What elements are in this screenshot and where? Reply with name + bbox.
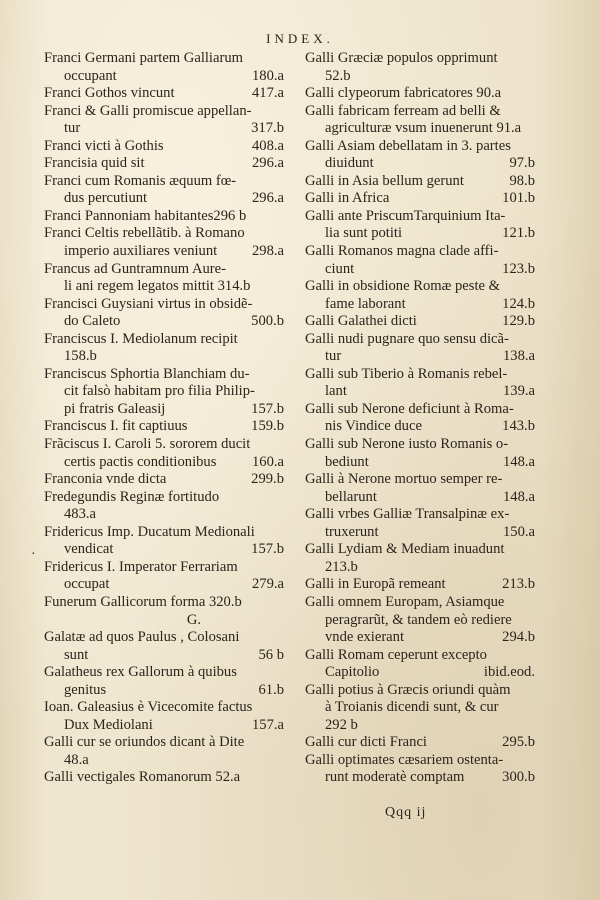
entry-text: Ioan. Galeasius è Vicecomite factus: [44, 699, 253, 716]
entry-text: Galli cur se oriundos dicant à Dite: [44, 734, 245, 751]
entry-text: 483.a: [64, 506, 97, 523]
entry-text: Galli Græciæ populos opprimunt: [305, 50, 498, 66]
page-reference: 143.b: [502, 418, 535, 435]
entry-text: li ani regem legatos mittit 314.b: [64, 278, 251, 295]
index-entry: [44, 50, 284, 85]
index-entry: [305, 436, 535, 471]
index-entry: [305, 682, 535, 735]
entry-text: Galli optimates cæsariem ostenta-: [305, 751, 504, 768]
index-entry: [44, 331, 284, 366]
entry-text: Galli vrbes Galliæ Transalpinæ ex-: [305, 506, 510, 523]
entry-text: 213.b: [325, 558, 358, 575]
index-entry: [44, 436, 284, 471]
entry-text: Galli Asiam debellatam in 3. partes: [305, 137, 511, 154]
page-reference: 148.a: [502, 453, 535, 470]
entry-text: Franci victi à Gothis: [44, 137, 164, 154]
entry-text: imperio auxiliares veniunt: [64, 243, 218, 260]
page-reference: 97.b: [509, 155, 535, 172]
page-reference: 317.b: [251, 120, 284, 137]
page-reference: 138.a: [502, 348, 535, 365]
page-reference: 56 b: [258, 646, 284, 663]
index-column-left: [44, 50, 284, 787]
index-column-right: [305, 50, 535, 787]
index-entry: [44, 366, 284, 419]
entry-text: Galli Romam ceperunt excepto: [305, 646, 487, 663]
entry-text: Fridericus I. Imperator Ferrariam: [44, 558, 238, 575]
entry-text: dus percutiunt: [64, 190, 148, 207]
page-reference: 299.b: [251, 471, 284, 488]
entry-text: Galli omnem Europam, Asiamque: [305, 593, 505, 610]
page-reference: 157.b: [251, 541, 284, 558]
entry-text: Galli Galathei dicti: [305, 313, 417, 330]
entry-text: occupant: [64, 67, 117, 84]
index-entry: [44, 594, 284, 612]
entry-text: diuidunt: [325, 155, 374, 172]
index-entry: [305, 103, 535, 138]
entry-text: Franci Gothos vincunt: [44, 85, 175, 102]
entry-text: Franciscus Sphortia Blanchiam du-: [44, 365, 250, 382]
index-entry: [305, 401, 535, 436]
entry-text: Franci Celtis rebellãtib. à Romano: [44, 225, 245, 242]
index-entry: [305, 278, 535, 313]
index-entry: [305, 506, 535, 541]
entry-text: fame laborant: [325, 295, 406, 312]
entry-text: Galli Lydiam & Mediam inuadunt: [305, 541, 505, 558]
entry-text: nis Vindice duce: [325, 418, 422, 435]
index-entry: [305, 331, 535, 366]
index-entry: [305, 576, 535, 594]
entry-text: Franci cum Romanis æquum fœ-: [44, 172, 237, 189]
index-entry: [44, 208, 284, 226]
index-entry: [305, 541, 535, 576]
index-entry: [44, 225, 284, 260]
index-entry: [44, 629, 284, 664]
index-entry: [305, 752, 535, 787]
page-reference: 123.b: [502, 260, 535, 277]
index-entry: [305, 208, 535, 243]
entry-text: bediunt: [325, 453, 369, 470]
index-entry: [44, 769, 284, 787]
entry-text: occupat: [64, 576, 110, 593]
entry-text: Franciscus I. Mediolanum recipit: [44, 330, 238, 347]
entry-text: Galli sub Nerone iusto Romanis o-: [305, 436, 509, 453]
page-reference: 294.b: [502, 629, 535, 646]
page-reference: 296.a: [251, 155, 284, 172]
signature-mark: Qqq ij: [385, 805, 427, 820]
entry-text: Galli sub Tiberio à Romanis rebel-: [305, 365, 508, 382]
page-reference: 408.a: [251, 137, 284, 154]
index-entry: [44, 296, 284, 331]
page-reference: ibid.eod.: [483, 664, 535, 681]
entry-text: genitus: [64, 681, 107, 698]
entry-text: certis pactis conditionibus: [64, 453, 217, 470]
page-reference: 295.b: [502, 734, 535, 751]
entry-text: pi fratris Galeasij: [64, 400, 166, 417]
page-reference: 150.a: [502, 523, 535, 540]
index-entry: [44, 664, 284, 699]
index-entry: [305, 173, 535, 191]
page-reference: 279.a: [251, 576, 284, 593]
index-entry: [44, 559, 284, 594]
entry-text: tur: [325, 348, 342, 365]
index-entry: [305, 50, 535, 85]
page-reference: 159.b: [251, 418, 284, 435]
index-entry: [44, 261, 284, 296]
entry-text: Franci & Galli promiscue appellan-: [44, 102, 252, 119]
index-entry: [305, 190, 535, 208]
entry-text: Franconia vnde dicta: [44, 471, 167, 488]
entry-text: lia sunt potiti: [325, 225, 403, 242]
page-reference: 121.b: [502, 225, 535, 242]
index-entry: [305, 366, 535, 401]
entry-text: do Caleto: [64, 313, 121, 330]
page-reference: 417.a: [251, 85, 284, 102]
index-entry: [44, 524, 284, 559]
index-entry: [305, 313, 535, 331]
page-reference: 101.b: [502, 190, 535, 207]
entry-text: Galli in obsidione Romæ peste &: [305, 278, 500, 295]
page-reference: 500.b: [251, 313, 284, 330]
entry-text: Fredegundis Reginæ fortitudo: [44, 488, 220, 505]
entry-text: Galli Romanos magna clade affi-: [305, 243, 499, 260]
entry-text: sunt: [64, 646, 89, 663]
entry-text: Franci Germani partem Galliarum: [44, 50, 243, 66]
section-letter: G.: [186, 611, 202, 628]
entry-text: Capitolio: [325, 664, 380, 681]
page-reference: 129.b: [502, 313, 535, 330]
entry-text: vnde exierant: [325, 629, 405, 646]
page-reference: 124.b: [502, 295, 535, 312]
index-entry: [44, 734, 284, 769]
index-entry: [44, 699, 284, 734]
entry-text: à Troianis dicendi sunt, & cur: [325, 699, 499, 716]
index-entry: [305, 647, 535, 682]
index-entry: [305, 138, 535, 173]
index-entry: [44, 489, 284, 524]
entry-text: truxerunt: [325, 523, 379, 540]
entry-text: cit falsò habitam pro filia Philip-: [64, 383, 255, 400]
entry-text: 48.a: [64, 751, 89, 768]
index-entry: [44, 103, 284, 138]
entry-text: Galli sub Nerone deficiunt à Roma-: [305, 400, 514, 417]
index-entry: [44, 138, 284, 156]
entry-text: Galatæ ad quos Paulus , Colosani: [44, 629, 240, 646]
index-entry: [44, 418, 284, 436]
entry-text: 52.b: [325, 67, 351, 84]
entry-text: Galli clypeorum fabricatores 90.a: [305, 85, 502, 102]
index-entry: [305, 594, 535, 647]
page-reference: 61.b: [258, 681, 284, 698]
entry-text: Franci Pannoniam habitantes296 b: [44, 207, 247, 224]
entry-text: Fridericus Imp. Ducatum Medionali: [44, 523, 255, 540]
entry-text: 292 b: [325, 716, 358, 733]
page-reference: 157.b: [251, 400, 284, 417]
index-entry: [305, 471, 535, 506]
entry-text: Galli vectigales Romanorum 52.a: [44, 769, 241, 786]
page-reference: 180.a: [251, 67, 284, 84]
index-entry: [44, 471, 284, 489]
entry-text: Franciscus I. fit captiuus: [44, 418, 188, 435]
page-reference: 296.a: [251, 190, 284, 207]
entry-text: Galli nudi pugnare quo sensu dicã-: [305, 330, 509, 347]
entry-text: Galli in Asia bellum gerunt: [305, 172, 464, 189]
index-entry: [44, 155, 284, 173]
entry-text: lant: [325, 383, 347, 400]
entry-text: Galatheus rex Gallorum à quibus: [44, 664, 237, 681]
page-reference: 157.a: [251, 716, 284, 733]
entry-text: ciunt: [325, 260, 355, 277]
page-reference: 148.a: [502, 488, 535, 505]
entry-text: Galli fabricam ferream ad belli &: [305, 102, 501, 119]
margin-mark: ·: [31, 547, 36, 562]
index-entry: [305, 243, 535, 278]
page-reference: 298.a: [251, 243, 284, 260]
entry-text: agriculturæ vsum inuenerunt 91.a: [325, 120, 522, 137]
entry-text: Francisia quid sit: [44, 155, 145, 172]
page-reference: 98.b: [509, 172, 535, 189]
page-reference: 139.a: [502, 383, 535, 400]
index-entry: [44, 173, 284, 208]
entry-text: Galli in Europã remeant: [305, 576, 446, 593]
page-reference: 300.b: [502, 769, 535, 786]
running-header: INDEX.: [266, 31, 334, 46]
entry-text: Francus ad Guntramnum Aure-: [44, 260, 226, 277]
page-reference: 213.b: [502, 576, 535, 593]
entry-text: Galli potius à Græcis oriundi quàm: [305, 681, 511, 698]
entry-text: Galli cur dicti Franci: [305, 734, 427, 751]
entry-text: runt moderatè comptam: [325, 769, 465, 786]
entry-text: Frãciscus I. Caroli 5. sororem ducit: [44, 436, 251, 453]
entry-text: Galli ante PriscumTarquinium Ita-: [305, 207, 506, 224]
index-entry: [305, 85, 535, 103]
entry-text: Galli à Nerone mortuo semper re-: [305, 471, 503, 488]
entry-text: Dux Mediolani: [64, 716, 153, 733]
entry-text: Galli in Africa: [305, 190, 390, 207]
entry-text: bellarunt: [325, 488, 377, 505]
index-entry: [44, 85, 284, 103]
index-entry: [305, 734, 535, 752]
page-reference: 160.a: [251, 453, 284, 470]
entry-text: vendicat: [64, 541, 114, 558]
entry-text: peragrarũt, & tandem eò rediere: [325, 611, 512, 628]
entry-text: 158.b: [64, 348, 97, 365]
entry-text: Funerum Gallicorum forma 320.b: [44, 593, 242, 610]
entry-text: tur: [64, 120, 81, 137]
entry-text: Francisci Guysiani virtus in obsidẽ-: [44, 295, 253, 312]
